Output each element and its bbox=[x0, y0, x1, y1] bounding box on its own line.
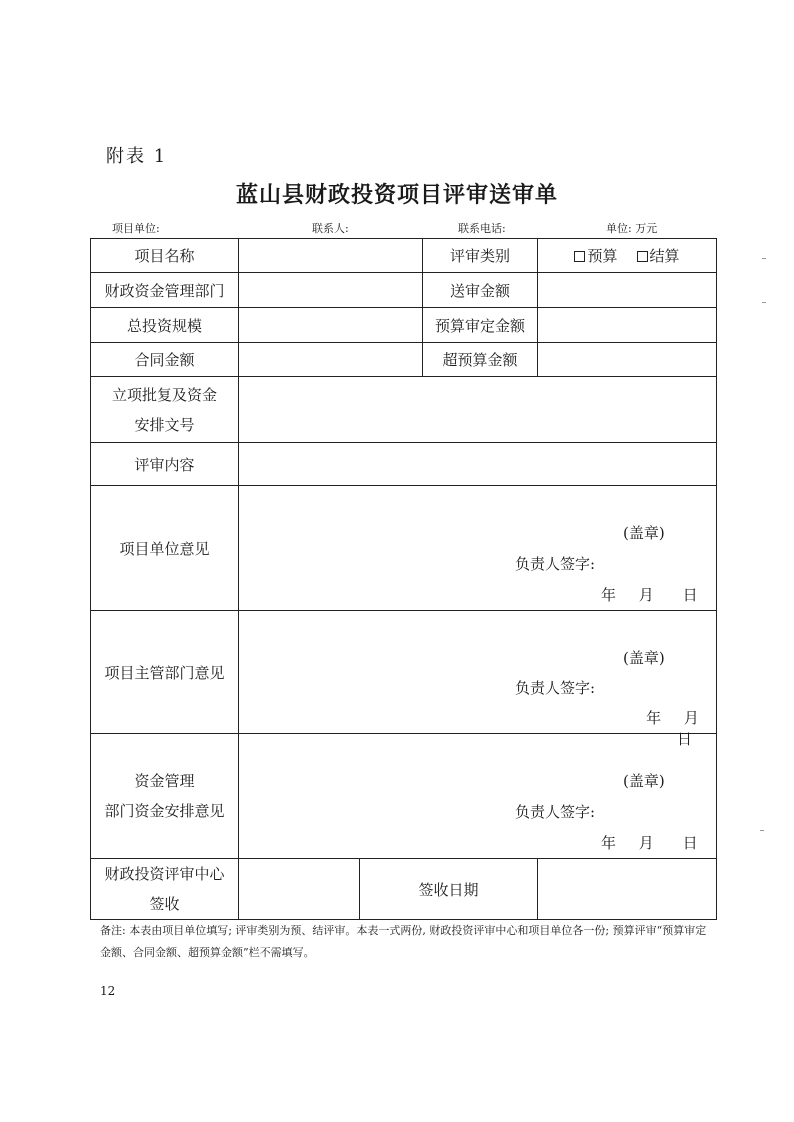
row-approval-doc bbox=[91, 377, 717, 443]
label-project-name: 项目名称 bbox=[91, 239, 239, 273]
row-unit-opinion bbox=[91, 486, 717, 611]
field-contract-amount[interactable] bbox=[239, 343, 423, 377]
signature-label: 负责人签字: bbox=[515, 679, 596, 697]
seal-text: (盖章) bbox=[623, 772, 665, 790]
label-over-budget: 超预算金额 bbox=[423, 343, 538, 377]
footnote: 备注: 本表由项目单位填写; 评审类别为预、结评审。本表一式两份, 财政投资评审中心和项目单位各一份; 预算评审“预算审定金额、合同金额、超预算金额”栏不需填写。 bbox=[100, 924, 707, 959]
meta-unit: 单位: 万元 bbox=[606, 222, 658, 235]
field-receipt-date[interactable] bbox=[538, 859, 717, 920]
row-fund-opinion bbox=[91, 734, 717, 859]
row-project-name bbox=[91, 239, 717, 273]
signature-label: 负责人签字: bbox=[515, 555, 596, 573]
field-unit-opinion[interactable] bbox=[239, 486, 717, 611]
row-center-receipt bbox=[91, 859, 717, 920]
checkbox-budget[interactable]: 预算 bbox=[574, 247, 617, 265]
field-fund-dept[interactable] bbox=[239, 273, 423, 308]
field-total-scale[interactable] bbox=[239, 308, 423, 343]
field-budget-approved[interactable] bbox=[538, 308, 717, 343]
label-review-type: 评审类别 bbox=[423, 239, 538, 273]
label-submit-amount: 送审金额 bbox=[423, 273, 538, 308]
field-submit-amount[interactable] bbox=[538, 273, 717, 308]
field-review-content[interactable] bbox=[239, 443, 717, 486]
form-title: 蓝山县财政投资项目评审送审单 bbox=[235, 182, 558, 208]
row-dept-opinion bbox=[91, 611, 717, 734]
field-approval-doc[interactable] bbox=[239, 377, 717, 443]
label-approval-doc: 立项批复及资金 安排文号 bbox=[91, 377, 239, 443]
signature-label: 负责人签字: bbox=[515, 803, 596, 821]
row-review-content bbox=[91, 443, 717, 486]
checkbox-settlement[interactable]: 结算 bbox=[637, 247, 680, 265]
label-budget-approved: 预算审定金额 bbox=[423, 308, 538, 343]
scan-mark bbox=[762, 258, 766, 259]
review-type-options bbox=[538, 239, 717, 273]
label-unit-opinion: 项目单位意见 bbox=[91, 486, 239, 611]
review-form-grid bbox=[90, 238, 717, 920]
scan-mark bbox=[760, 830, 764, 831]
label-fund-dept: 财政资金管理部门 bbox=[91, 273, 239, 308]
label-fund-opinion: 资金管理 部门资金安排意见 bbox=[91, 734, 239, 859]
field-dept-opinion[interactable] bbox=[239, 611, 717, 748]
row-fund-dept bbox=[91, 273, 717, 308]
field-fund-opinion[interactable] bbox=[239, 734, 717, 859]
label-center-receipt: 财政投资评审中心 签收 bbox=[91, 859, 239, 920]
date-line: 年 月 日 bbox=[601, 586, 698, 604]
page-number: 12 bbox=[100, 984, 116, 998]
seal-text: (盖章) bbox=[623, 649, 665, 667]
label-total-scale: 总投资规模 bbox=[91, 308, 239, 343]
date-line: 年 月 日 bbox=[646, 709, 699, 748]
checkbox-icon bbox=[574, 251, 585, 262]
row-total-scale bbox=[91, 308, 717, 343]
checkbox-icon bbox=[637, 251, 648, 262]
label-dept-opinion: 项目主管部门意见 bbox=[91, 611, 239, 734]
date-line: 年 月 日 bbox=[601, 834, 698, 852]
field-project-name[interactable] bbox=[239, 239, 423, 273]
field-center-receipt[interactable] bbox=[239, 859, 360, 920]
label-review-content: 评审内容 bbox=[91, 443, 239, 486]
meta-contact: 联系人: bbox=[312, 222, 349, 235]
row-contract-amount bbox=[91, 343, 717, 377]
label-contract-amount: 合同金额 bbox=[91, 343, 239, 377]
seal-text: (盖章) bbox=[623, 524, 665, 542]
label-receipt-date: 签收日期 bbox=[360, 859, 538, 920]
annex-label: 附表 1 bbox=[106, 146, 168, 167]
meta-project-unit: 项目单位: bbox=[112, 222, 160, 235]
scan-mark bbox=[762, 302, 766, 303]
meta-phone: 联系电话: bbox=[458, 222, 506, 235]
field-over-budget[interactable] bbox=[538, 343, 717, 377]
